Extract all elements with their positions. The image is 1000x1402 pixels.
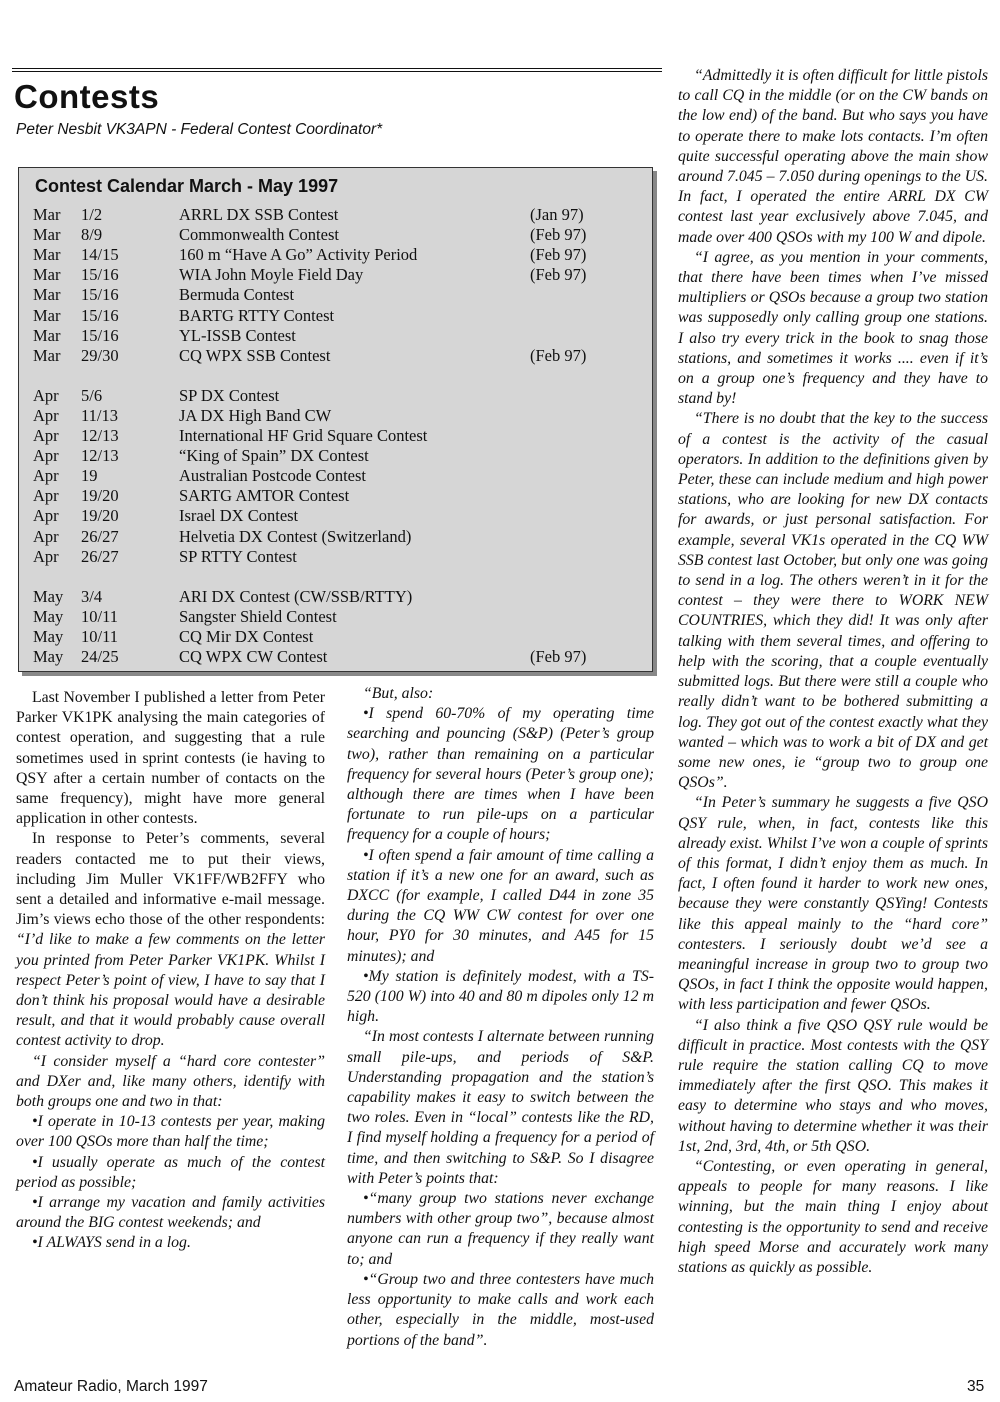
calendar-reference: (Feb 97) [530,345,587,365]
calendar-dates: 5/6 [81,385,103,405]
calendar-row [33,406,633,426]
calendar-row [33,607,633,627]
bullet-item: •“Group two and three contesters have much less opportunity to make calls and work each other, especially in the middle, most-used portions of the band”. [347,1270,654,1349]
page-number: 35 [967,1378,985,1395]
calendar-contest-name: Sangster Shield Contest [179,606,337,626]
calendar-month: Apr [33,506,59,526]
calendar-contest-name: CQ Mir DX Contest [179,626,314,646]
column-3 [678,66,988,1278]
calendar-row [33,466,633,486]
calendar-month: Apr [33,446,59,466]
calendar-contest-name: Helvetia DX Contest (Switzerland) [179,526,412,546]
calendar-month: May [33,586,64,606]
calendar-row [33,285,633,305]
calendar-dates: 12/13 [81,446,119,466]
calendar-dates: 3/4 [81,586,103,606]
calendar-dates: 8/9 [81,225,103,245]
calendar-contest-name: SP DX Contest [179,385,280,405]
calendar-dates: 11/13 [81,405,118,425]
calendar-contest-name: International HF Grid Square Contest [179,426,428,445]
calendar-contest-name: ARRL DX SSB Contest [179,205,339,224]
calendar-dates: 19 [81,466,98,486]
paragraph: “I consider myself a “hard core contester” and DXer and, like many others, identify with both groups one and two in that: [16,1052,325,1111]
calendar-month: Apr [33,546,59,566]
calendar-dates: 29/30 [81,345,119,365]
calendar-contest-name: WIA John Moyle Field Day [179,265,364,285]
calendar-row [33,386,633,406]
calendar-reference: (Feb 97) [530,245,587,265]
calendar-dates: 19/20 [81,506,119,526]
calendar-dates: 19/20 [81,486,119,506]
quote-text: “I’d like to make a few comments on the letter you printed from Peter Parker VK1PK. Whilst I respect Peter’s point of view, I have to say that I don’t think his proposal would have a desirable result, and that it would probably cause overall contest activity to drop. [16,931,325,1050]
calendar-row [33,506,633,526]
calendar-row [33,225,633,245]
calendar-row [33,527,633,547]
calendar-row [33,647,633,667]
page-title: Contests [14,78,160,115]
bullet-item: •I operate in 10-13 contests per year, making over 100 QSOs more than half the time; [16,1113,325,1151]
bullet-item: •“many group two stations never exchange numbers with other group two”, because almost anyone can run a frequency if they really want to; and [347,1190,654,1268]
paragraph: “I agree, as you mention in your comments, that there have been times when I’ve missed multipliers or QSOs because a group two station was supposedly only calling group one stations. I also try every trick in the book to snag those stations, and sometimes it works .... even if it’s on a group one’s frequency and they have to stand by! [678,248,988,408]
bullet-item: •I ALWAYS send in a log. [32,1234,191,1252]
bullet-item: •I usually operate as much of the contest period as possible; [16,1153,325,1191]
calendar-row [33,306,633,326]
paragraph [16,829,325,1051]
calendar-contest-name: Israel DX Contest [179,506,299,526]
calendar-reference: (Feb 97) [530,647,587,666]
calendar-contest-name: CQ WPX SSB Contest [179,345,331,365]
calendar-contest-name: BARTG RTTY Contest [179,305,335,325]
column-2 [347,684,654,1351]
calendar-contest-name: 160 m “Have A Go” Activity Period [179,245,418,265]
calendar-reference: (Feb 97) [530,225,587,245]
bullet-item: •I often spend a fair amount of time calling a station if it’s a new one for an award, such as DXCC (for example, I called D44 in zone 35 during the CQ WW CW contest for over one hour, PY0 for 30 minutes, and A45 for 15 minutes); and [347,846,654,965]
calendar-month: Mar [33,285,61,305]
calendar-month: May [33,626,64,646]
calendar-row [33,426,633,446]
calendar-month: May [33,647,64,666]
calendar-month: Apr [33,385,59,405]
calendar-contest-name: JA DX High Band CW [179,405,332,425]
calendar-row [33,627,633,647]
contest-calendar-box [18,167,653,672]
calendar-month: Mar [33,245,61,265]
calendar-month: May [33,606,64,626]
calendar-row [33,205,633,225]
calendar-dates: 12/13 [81,426,119,445]
column-1 [16,688,325,1254]
calendar-month: Mar [33,205,61,224]
paragraph: “I also think a five QSO QSY rule would be difficult in practice. Most contests with the QSY rule require the station calling CQ to move immediately after the first QSO. This makes it easy to determine who stays and who moves, without having to determine whether it was their 1st, 2nd, 3rd, 4th, or 5th QSO. [678,1016,988,1155]
calendar-contest-name: YL-ISSB Contest [179,325,296,345]
calendar-row [33,346,633,366]
paragraph: Last November I published a letter from Peter Parker VK1PK analysing the main categories of contest operation, and suggesting that a rule sometimes used in sprint contests (ie having to QSY after a certain number of contacts on the same frequency), might have more general application in other contests. [16,689,325,828]
calendar-row [33,245,633,265]
paragraph: “Admittedly it is often difficult for little pistols to call CQ in the middle (or on the CW bands on the low end) of the band. But who says you have to operate there to make lots contacts. I’m often quite successful operating above the main show around 7.045 – 7.050 during openings to the US. In fact, I operated the entire ARRL DX CW contest last year exclusively above 7.045, and made over 400 QSOs with my 100 W and dipole. [678,67,988,246]
calendar-month: Mar [33,305,61,325]
calendar-row [33,587,633,607]
calendar-contest-name: Commonwealth Contest [179,225,339,245]
calendar-dates: 15/16 [81,285,119,305]
bullet-item: •My station is definitely modest, with a TS-520 (100 W) into 40 and 80 m dipoles only 12 m high. [347,967,654,1026]
paragraph: “In most contests I alternate between running small pile-ups, and periods of S&P. Understanding propagation and the station’s capability makes it easy to switch between the two roles. Even in “local” contests like the RD, I find myself holding a frequency for a period of time, and then switching to S&P. So I disagree with Peter’s points that: [347,1028,654,1187]
calendar-month: Apr [33,466,59,486]
calendar-dates: 15/16 [81,305,119,325]
calendar-row [33,446,633,466]
calendar-month: Mar [33,325,61,345]
calendar-title: Contest Calendar March - May 1997 [35,176,339,196]
calendar-month: Mar [33,345,61,365]
calendar-contest-name: Australian Postcode Contest [179,466,366,486]
calendar-dates: 1/2 [81,205,103,224]
paragraph: “But, also: [363,685,434,702]
calendar-contest-name: Bermuda Contest [179,285,295,305]
paragraph: “In Peter’s summary he suggests a five QSO QSY rule, when, in fact, contests like this already exist. Whilst I’ve won a couple of sprints of this format, I didn’t enjoy them as much. In fact, I often found it harder to work new ones, because they were constantly QSYing! Contests like this appeal mainly to the “hard core” contesters. I seriously doubt we’d see a meaningful increase in group two to group two QSOs, in fact I think the opposite would happen, with less participation and fewer QSOs. [678,794,988,1014]
calendar-row [33,486,633,506]
bullet-item: •I spend 60-70% of my operating time searching and pouncing (S&P) (Peter’s group two), rather than remaining on a particular frequency for several hours (Peter’s group one); although there are times when I have been fortunate to run pile-ups on a particular frequency for a couple of hours; [347,705,654,844]
calendar-dates: 10/11 [81,606,118,626]
calendar-dates: 15/16 [81,325,119,345]
calendar-reference: (Jan 97) [530,205,584,224]
paragraph-text: In response to Peter’s comments, several readers contacted me to put their views, including Jim Muller VK1FF/WB2FFY who sent a detailed and informative e-mail message. Jim’s views echo those of the other respondents: [16,830,325,929]
header-rule [12,68,662,72]
calendar-month: Apr [33,426,59,445]
calendar-month: Apr [33,405,59,425]
calendar-dates: 26/27 [81,546,119,566]
calendar-contest-name: SP RTTY Contest [179,546,297,566]
calendar-contest-name: SARTG AMTOR Contest [179,486,350,506]
bullet-item: •I arrange my vacation and family activities around the BIG contest weekends; and [16,1194,325,1232]
paragraph: “There is no doubt that the key to the success of a contest is the activity of the casual operators. In addition to the definitions given by Peter, these can include medium and high power stations, who are looking for new DX contacts for awards, or just personal satisfaction. For example, several VK1s operated in the CQ WW SSB contest last October, but only one was going to send in a log. The others weren’t in it for the contest – they were there to WORK NEW COUNTRIES, which they did! It was only after talking with them several times, and offering to help with the scoring, that a couple eventually submitted logs. But there were still a couple who really didn’t want to be bothered submitting a log. They got out of the contest exactly what they wanted – which was to work a bit of DX and get some new ones, ie “group two to group one QSOs”. [678,410,988,792]
byline: Peter Nesbit VK3APN - Federal Contest Coordinator* [16,121,383,138]
calendar-row [33,547,633,567]
calendar-contest-name: ARI DX Contest (CW/SSB/RTTY) [179,586,413,606]
calendar-reference: (Feb 97) [530,265,587,285]
calendar-month: Apr [33,486,59,506]
calendar-row [33,326,633,346]
calendar-contest-name: CQ WPX CW Contest [179,647,328,666]
calendar-month: Mar [33,225,61,245]
calendar-dates: 26/27 [81,526,119,546]
paragraph: “Contesting, or even operating in general, appeals to people for many reasons. I like winning, but the main thing I enjoy about contesting is the opportunity to send and receive high speed Morse and accurately work many stations as quickly as possible. [678,1157,988,1276]
calendar-contest-name: “King of Spain” DX Contest [179,446,369,466]
footer-publication: Amateur Radio, March 1997 [14,1378,208,1395]
calendar-row [33,265,633,285]
calendar-dates: 15/16 [81,265,119,285]
calendar-month: Apr [33,526,59,546]
calendar-dates: 14/15 [81,245,119,265]
calendar-month: Mar [33,265,61,285]
calendar-dates: 24/25 [81,647,119,666]
calendar-dates: 10/11 [81,626,118,646]
